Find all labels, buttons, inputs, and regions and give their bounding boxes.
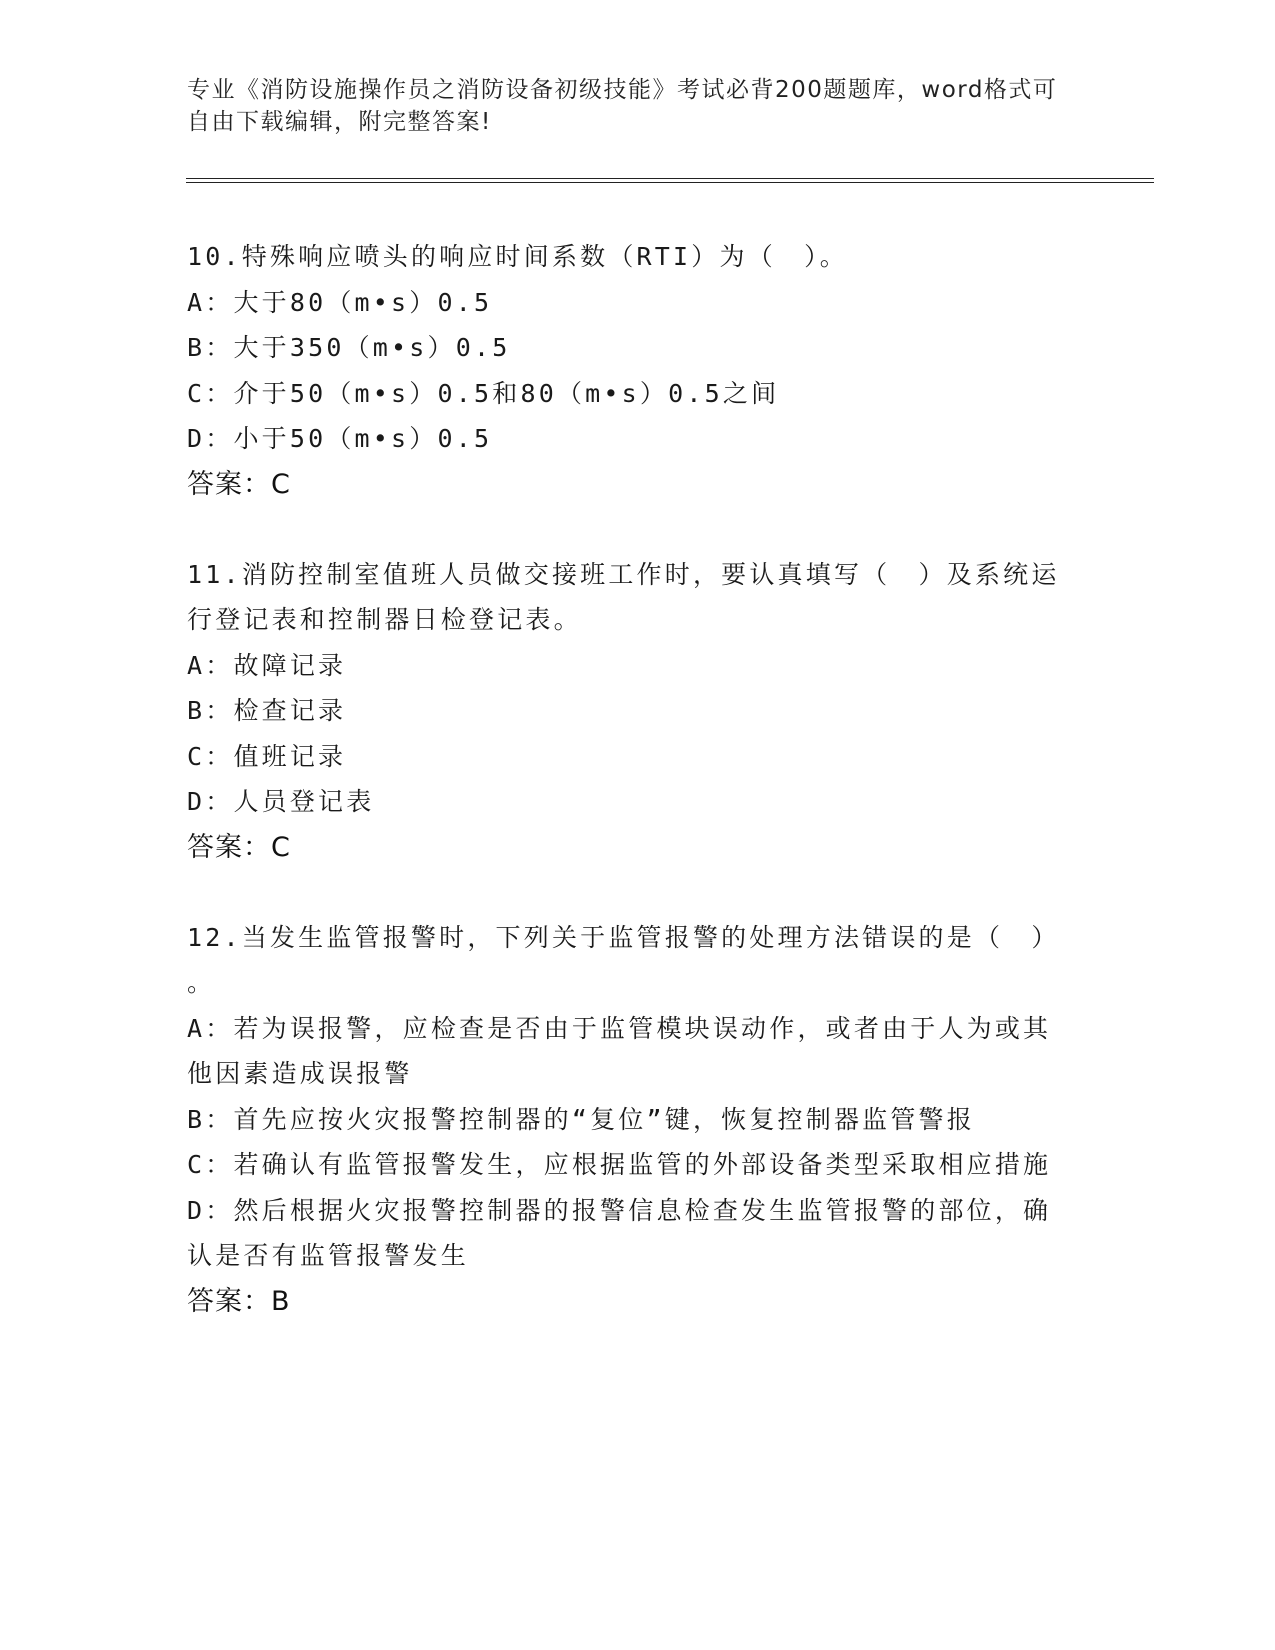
answer-label: 答案：C (187, 468, 291, 500)
header-line-1: 专业《消防设施操作员之消防设备初级技能》考试必背200题题库，word格式可 (187, 77, 1058, 103)
option-a-cont: 他因素造成误报警 (187, 1059, 413, 1088)
option-d-cont: 认是否有监管报警发生 (187, 1241, 470, 1270)
question-11 (187, 552, 1087, 870)
question-stem: 11.消防控制室值班人员做交接班工作时，要认真填写（ ）及系统运 (187, 559, 1060, 589)
option-c: C：若确认有监管报警发生，应根据监管的外部设备类型采取相应措施 (187, 1150, 1052, 1179)
option-a: A：故障记录 (187, 650, 347, 680)
option-c: C：值班记录 (187, 741, 347, 771)
question-10 (187, 234, 1087, 507)
spacer (187, 870, 1087, 915)
question-12 (187, 915, 1087, 1324)
document-header (187, 74, 1067, 138)
option-d: D：人员登记表 (187, 787, 375, 816)
question-list (187, 234, 1087, 1324)
answer-label: 答案：B (187, 1285, 291, 1317)
spacer (187, 507, 1087, 552)
option-b: B：大于350（m•s）0.5 (187, 333, 511, 362)
option-d: D：然后根据火灾报警控制器的报警信息检查发生监管报警的部位，确 (187, 1195, 1052, 1225)
question-stem: 10.特殊响应喷头的响应时间系数（RTI）为（ ）。 (187, 242, 849, 271)
question-stem-cont: 行登记表和控制器日检登记表。 (187, 605, 582, 634)
option-c: C：介于50（m•s）0.5和80（m•s）0.5之间 (187, 378, 780, 408)
header-divider (186, 178, 1154, 183)
header-line-2: 自由下载编辑，附完整答案! (187, 109, 492, 135)
option-a: A：若为误报警，应检查是否由于监管模块误动作，或者由于人为或其 (187, 1013, 1052, 1043)
question-stem-cont: 。 (187, 968, 216, 997)
option-b: B：首先应按火灾报警控制器的“复位”键，恢复控制器监管警报 (187, 1104, 975, 1134)
option-b: B：检查记录 (187, 696, 347, 725)
question-stem: 12.当发生监管报警时，下列关于监管报警的处理方法错误的是（ ） (187, 922, 1060, 952)
option-d: D：小于50（m•s）0.5 (187, 424, 493, 453)
option-a: A：大于80（m•s）0.5 (187, 287, 493, 317)
answer-label: 答案：C (187, 831, 291, 863)
